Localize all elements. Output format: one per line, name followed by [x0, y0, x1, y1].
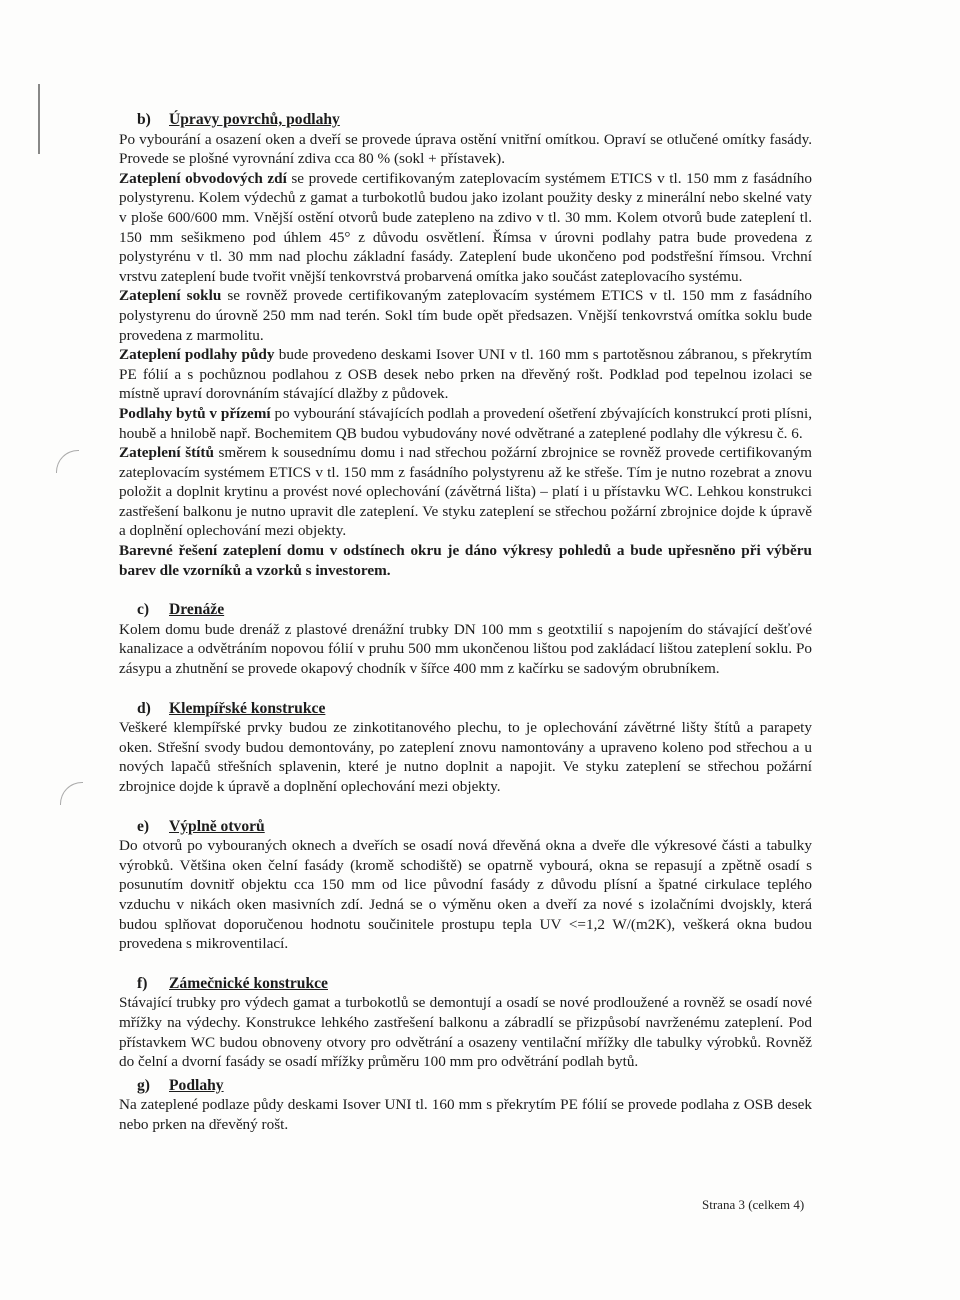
section-title: Zámečnické konstrukce — [169, 974, 328, 992]
scan-hole-mark — [60, 782, 83, 805]
paragraph — [119, 541, 812, 580]
section-letter: d) — [137, 699, 151, 717]
paragraph: Veškeré klempířské prvky budou ze zinkotitanového plechu, to je oplechování závětrné lišty štítů a parapety oken. Střešní svody budou demontovány, po zateplení znovu namontovány a upraveno koleno pod střechou a u nových lapačů střešních splavenin, které je nutno doplnit a napojit. Ve styku zateplení se střechou požární zbrojnice dojde k úpravě a doplnění oplechování mezi objekty. — [119, 719, 812, 795]
scan-hole-mark — [56, 450, 79, 473]
paragraph: Zateplení obvodových zdí se provede certifikovaným zateplovacím systémem ETICS v tl. 150 mm z fasádního polystyrenu. Kolem výdechů z gamat a turbokotlů budou jako izolant použity desky z minerální nebo skelné vaty v ploše 600/600 mm. Vnější ostění otvorů bude zatepleno na zdivo v tl. 30 mm. Kolem otvorů bude zateplení tl. 150 mm sešikmeno pod úhlem 45° z důvodu osvětlení. Římsa v úrovni podlahy patra bude provedena z polystyrénu v tl. 30 mm nad plochu základní fasády. Zateplení bude ukončeno pod podstřešní římsou. Vrchní vrstvu zateplení bude tvořit vnější tenkovrstvá probarvená omítka jako součást zateplovacího systému. — [119, 169, 812, 285]
page-number: Strana 3 (celkem 4) — [702, 1197, 805, 1212]
section-title: Úpravy povrchů, podlahy — [169, 111, 340, 128]
section-heading-d — [137, 699, 812, 719]
section-heading-g — [137, 1076, 812, 1096]
paragraph: Zateplení štítů směrem k sousednímu domu i nad střechou požární zbrojnice se rovněž provede certifikovaným zateplovacím systémem ETICS v tl. 150 mm z fasádního polystyrenu až ke střeše. Tím je nutno rozebrat a znovu položit a doplnit krytinu a provést nové oplechování (závětrná lišta) – platí i u přístavku WC. Lehkou konstrukci zastřešení balkonu je nutno upravit dle zateplení. Ve styku zateplení se střechou požární zbrojnice dojde k úpravě a doplnění oplechování mezi objekty. — [119, 444, 812, 540]
paragraph: Zateplení soklu se rovněž provede certifikovaným zateplovacím systémem ETICS v tl. 150 mm z fasádního polystyrenu do úrovně 250 mm nad terén. Sokl tím bude opět předsazen. Vnější tenkovrstvá omítka soklu bude provedena z marmolitu. — [119, 287, 813, 344]
section-letter: f) — [137, 974, 148, 992]
paragraph: Podlahy bytů v přízemí po vybourání stávajících podlah a provedení ošetření zbývajících konstrukcí proti plísni, houbě a hnilobě např. Bochemitem QB budou vybudovány nové odvětrané a zateplené podlahy dle výkresu č. 6. — [119, 404, 812, 442]
section-letter: g) — [137, 1076, 150, 1094]
bold-lead: Podlahy bytů v přízemí — [119, 404, 271, 422]
section-title: Drenáže — [169, 601, 225, 619]
section-title: Výplně otvorů — [169, 817, 265, 835]
paragraph: Zateplení podlahy půdy bude provedeno deskami Isover UNI v tl. 160 mm s partotěsnou zábranou, s překrytím PE fólií a s pochůznou podlahou z OSB desek nebo prken na dřevěný rošt. Podklad pod tepelnou izolaci se místně upraví dorovnáním stávající dlažby z půdovek. — [119, 346, 812, 403]
section-heading-e — [137, 817, 812, 837]
document-body — [119, 110, 812, 1135]
paragraph: Do otvorů po vybouraných oknech a dveřích se osadí nová dřevěná okna a dveře dle výkresové části a tabulky výrobků. Většina oken čelní fasády (kromě schodiště) se opatrně vybourá, okna se repasují a zpětně osadí s posunutím dovnitř objektu cca 150 mm od lice původní fasády z důvodu plísní a špatné cirkulace teplého vzduchu v nikách oken masivních zdí. Jedná se o výměnu oken a dveří za nové s izolačními dvojskly, která budou splňovat doporučenou hodnotu součinitele prostupu tepla UV <=1,2 W/(m2K), veškerá okna budou provedena s mikroventilací. — [119, 837, 812, 953]
section-letter: b) — [137, 111, 151, 128]
bold-lead: Zateplení obvodových zdí — [119, 169, 287, 187]
paragraph: Stávající trubky pro výdech gamat a turbokotlů se demontují a osadí se nové prodloužené a rovněž se osadí nové mřížky na výdechy. Konstrukce lehkého zastřešení balkonu a zábradlí se přizpůsobí navrženému zateplení. Pod přístavkem WC budou obnoveny otvory pro odvětrání a osazeny ventilační mřížky dle tabulky výrobků. Rovněž do čelní a dvorní fasády se osadí mřížky průměru 100 mm pro odvětrání podlah bytů. — [119, 994, 812, 1071]
section-title: Podlahy — [169, 1076, 224, 1094]
section-heading-f — [137, 974, 812, 994]
section-heading-c — [137, 600, 812, 620]
paragraph: Kolem domu bude drenáž z plastové drenážní trubky DN 100 mm s geotxtilií s napojením do stávající dešťové kanalizace a odvětráním nopovou fólií v pruhu 500 mm ukončenou lištou pod zakládací lištou zateplení soklu. Po zásypu a zhutnění se provede okapový chodník v šířce 400 mm z kačírku se sadovým obrubníkem. — [119, 620, 812, 678]
scan-edge-mark — [38, 84, 40, 154]
section-title: Klempířské konstrukce — [169, 699, 326, 717]
paragraph: Na zateplené podlaze půdy deskami Isover UNI tl. 160 mm s překrytím PE fólií se provede podlaha z OSB desek nebo prken na dřevěný rošt. — [119, 1096, 812, 1133]
section-letter: c) — [137, 601, 150, 619]
bold-lead: Zateplení soklu — [119, 287, 222, 305]
paragraph: Po vybourání a osazení oken a dveří se provede úprava ostění vnitřní omítkou. Opraví se otlučené omítky fasády. Provede se plošné vyrovnání zdiva cca 80 % (sokl + přístavek). — [119, 130, 812, 168]
bold-lead: Zateplení štítů — [119, 444, 214, 462]
section-letter: e) — [137, 817, 150, 835]
section-heading-b — [137, 110, 812, 130]
bold-lead: Zateplení podlahy půdy — [119, 346, 275, 364]
bold-statement: Barevné řešení zateplení domu v odstínech okru je dáno výkresy pohledů a bude upřesněno při výběru barev dle vzorníků a vzorků s investorem. — [119, 542, 812, 579]
